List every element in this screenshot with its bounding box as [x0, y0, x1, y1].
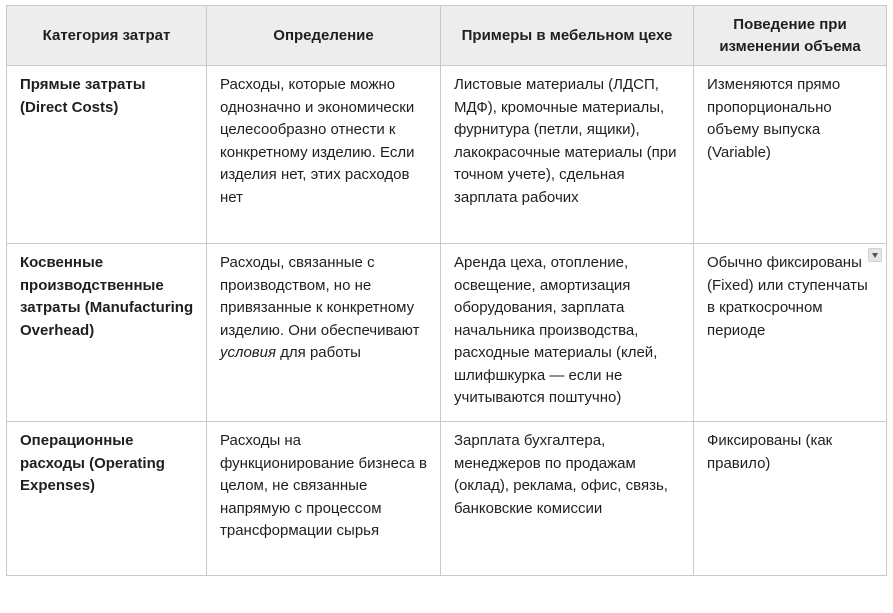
definition-cell — [207, 66, 441, 244]
behavior-cell — [694, 244, 887, 422]
table-row — [7, 422, 887, 576]
definition-cell — [207, 244, 441, 422]
category-cell: Операционные расходы (Operating Expenses) — [7, 422, 207, 576]
definition-text: Расходы, связанные с производством, но не привязанные к конкретному изделию. Они обеспечивают — [220, 254, 420, 339]
header-row — [7, 6, 887, 66]
definition-emphasis: условия — [220, 344, 276, 361]
definition-cell — [207, 422, 441, 576]
category-cell: Прямые затраты (Direct Costs) — [7, 66, 207, 244]
header-examples: Примеры в мебельном цехе — [441, 6, 694, 66]
examples-cell: Листовые материалы (ЛДСП, МДФ), кромочные материалы, фурнитура (петли, ящики), лакокрасочные материалы (при точном учете), сдельная зарплата рабочих — [441, 66, 694, 244]
header-definition: Определение — [207, 6, 441, 66]
examples-cell: Аренда цеха, отопление, освещение, амортизация оборудования, зарплата начальника производства, расходные материалы (клей, шлифшкурка — если не учитываются поштучно) — [441, 244, 694, 422]
cell-dropdown-button[interactable] — [868, 248, 882, 262]
examples-cell: Зарплата бухгалтера, менеджеров по продажам (оклад), реклама, офис, связь, банковские комиссии — [441, 422, 694, 576]
triangle-down-icon — [872, 253, 878, 258]
behavior-text: Обычно фиксированы (Fixed) или ступенчаты в краткосрочном периоде — [707, 254, 868, 339]
definition-text: Расходы, которые можно однозначно и экономически целесообразно отнести к конкретному изделию. Если изделия нет, этих расходов нет — [220, 76, 415, 206]
header-category: Категория затрат — [7, 6, 207, 66]
category-cell: Косвенные производственные затраты (Manufacturing Overhead) — [7, 244, 207, 422]
behavior-cell: Фиксированы (как правило) — [694, 422, 887, 576]
table-row — [7, 66, 887, 244]
table-row — [7, 244, 887, 422]
definition-text-tail: для работы — [276, 344, 361, 361]
cost-categories-table — [6, 5, 887, 576]
definition-text: Расходы на функционирование бизнеса в целом, не связанные напрямую с процессом трансформации сырья — [220, 432, 427, 539]
header-behavior: Поведение при изменении объема — [694, 6, 887, 66]
behavior-cell: Изменяются прямо пропорционально объему выпуска (Variable) — [694, 66, 887, 244]
